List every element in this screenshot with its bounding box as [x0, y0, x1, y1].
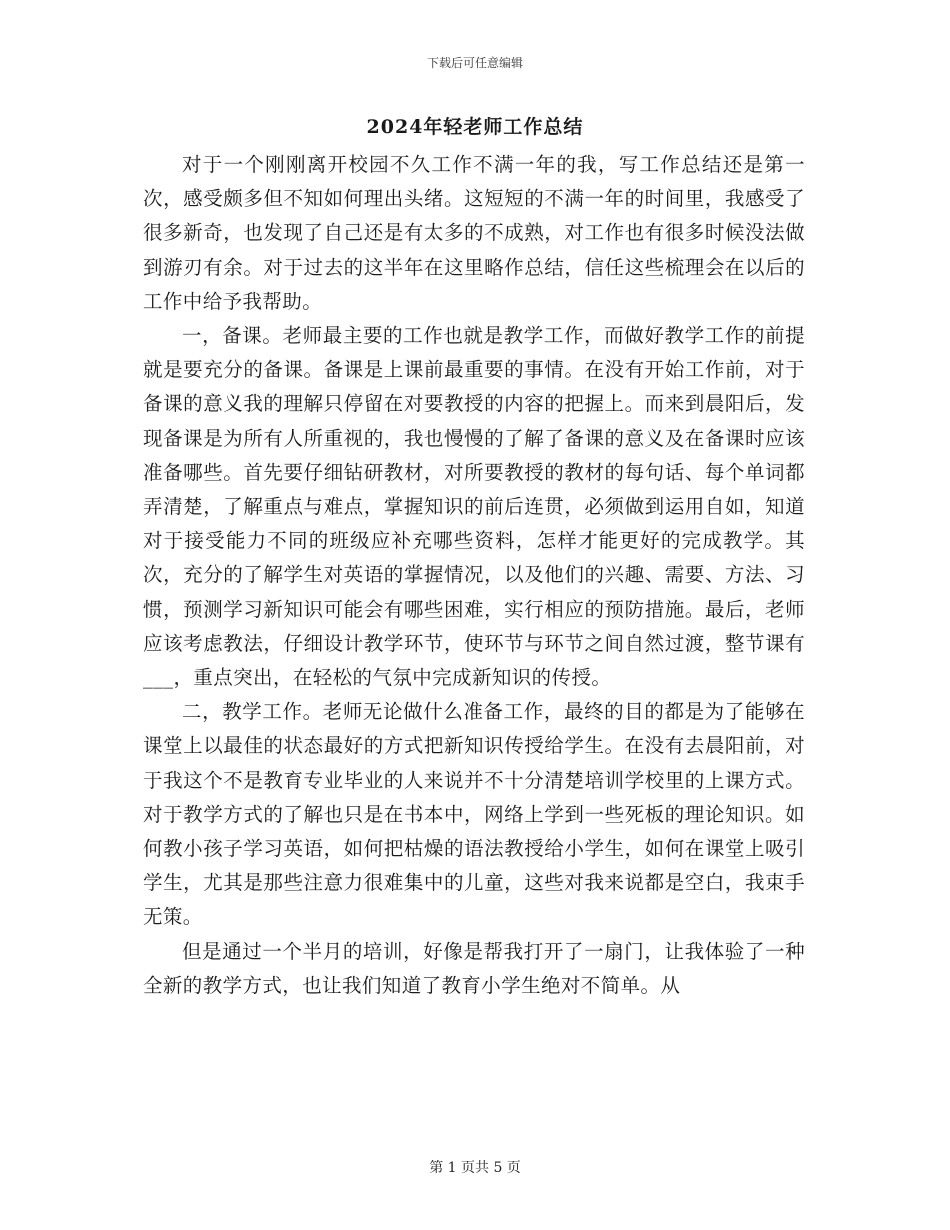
document-body	[143, 148, 805, 1003]
paragraph-teaching-work: 二，教学工作。老师无论做什么准备工作，最终的目的都是为了能够在课堂上以最佳的状态最好的方式把新知识传授给学生。在没有去晨阳前，对于我这个不是教育专业毕业的人来说并不十分清楚培训学校里的上课方式。对于教学方式的了解也只是在书本中，网络上学到一些死板的理论知识。如何教小孩子学习英语，如何把枯燥的语法教授给小学生，如何在课堂上吸引学生，尤其是那些注意力很难集中的儿童，这些对我来说都是空白，我束手无策。	[143, 700, 805, 929]
paragraph-training: 但是通过一个半月的培训，好像是帮我打开了一扇门，让我体验了一种全新的教学方式，也让我们知道了教育小学生绝对不简单。从	[143, 939, 805, 997]
page-footer: 第 1 页共 5 页	[429, 1160, 521, 1176]
document-title: 2024年轻老师工作总结	[366, 116, 584, 138]
paragraph-intro: 对于一个刚刚离开校园不久工作不满一年的我，写工作总结还是第一次，感受颇多但不知如何理出头绪。这短短的不满一年的时间里，我感受了很多新奇，也发现了自己还是有太多的不成熟，对工作也有很多时候没法做到游刃有余。对于过去的这半年在这里略作总结，信任这些梳理会在以后的工作中给予我帮助。	[143, 153, 805, 313]
header-note: 下载后可任意编辑	[426, 56, 523, 70]
paragraph-lesson-prep: 一，备课。老师最主要的工作也就是教学工作，而做好教学工作的前提就是要充分的备课。备课是上课前最重要的事情。在没有开始工作前，对于备课的意义我的理解只停留在对要教授的内容的把握上。而来到晨阳后，发现备课是为所有人所重视的，我也慢慢的了解了备课的意义及在备课时应该准备哪些。首先要仔细钻研教材，对所要教授的教材的每句话、每个单词都弄清楚，了解重点与难点，掌握知识的前后连贯，必须做到运用自如，知道对于接受能力不同的班级应补充哪些资料，怎样才能更好的完成教学。其次，充分的了解学生对英语的掌握情况，以及他们的兴趣、需要、方法、习惯，预测学习新知识可能会有哪些困难，实行相应的预防措施。最后，老师应该考虑教法，仔细设计教学环节，使环节与环节之间自然过渡，整节课有___，重点突出，在轻松的气氛中完成新知识的传授。	[143, 324, 805, 690]
